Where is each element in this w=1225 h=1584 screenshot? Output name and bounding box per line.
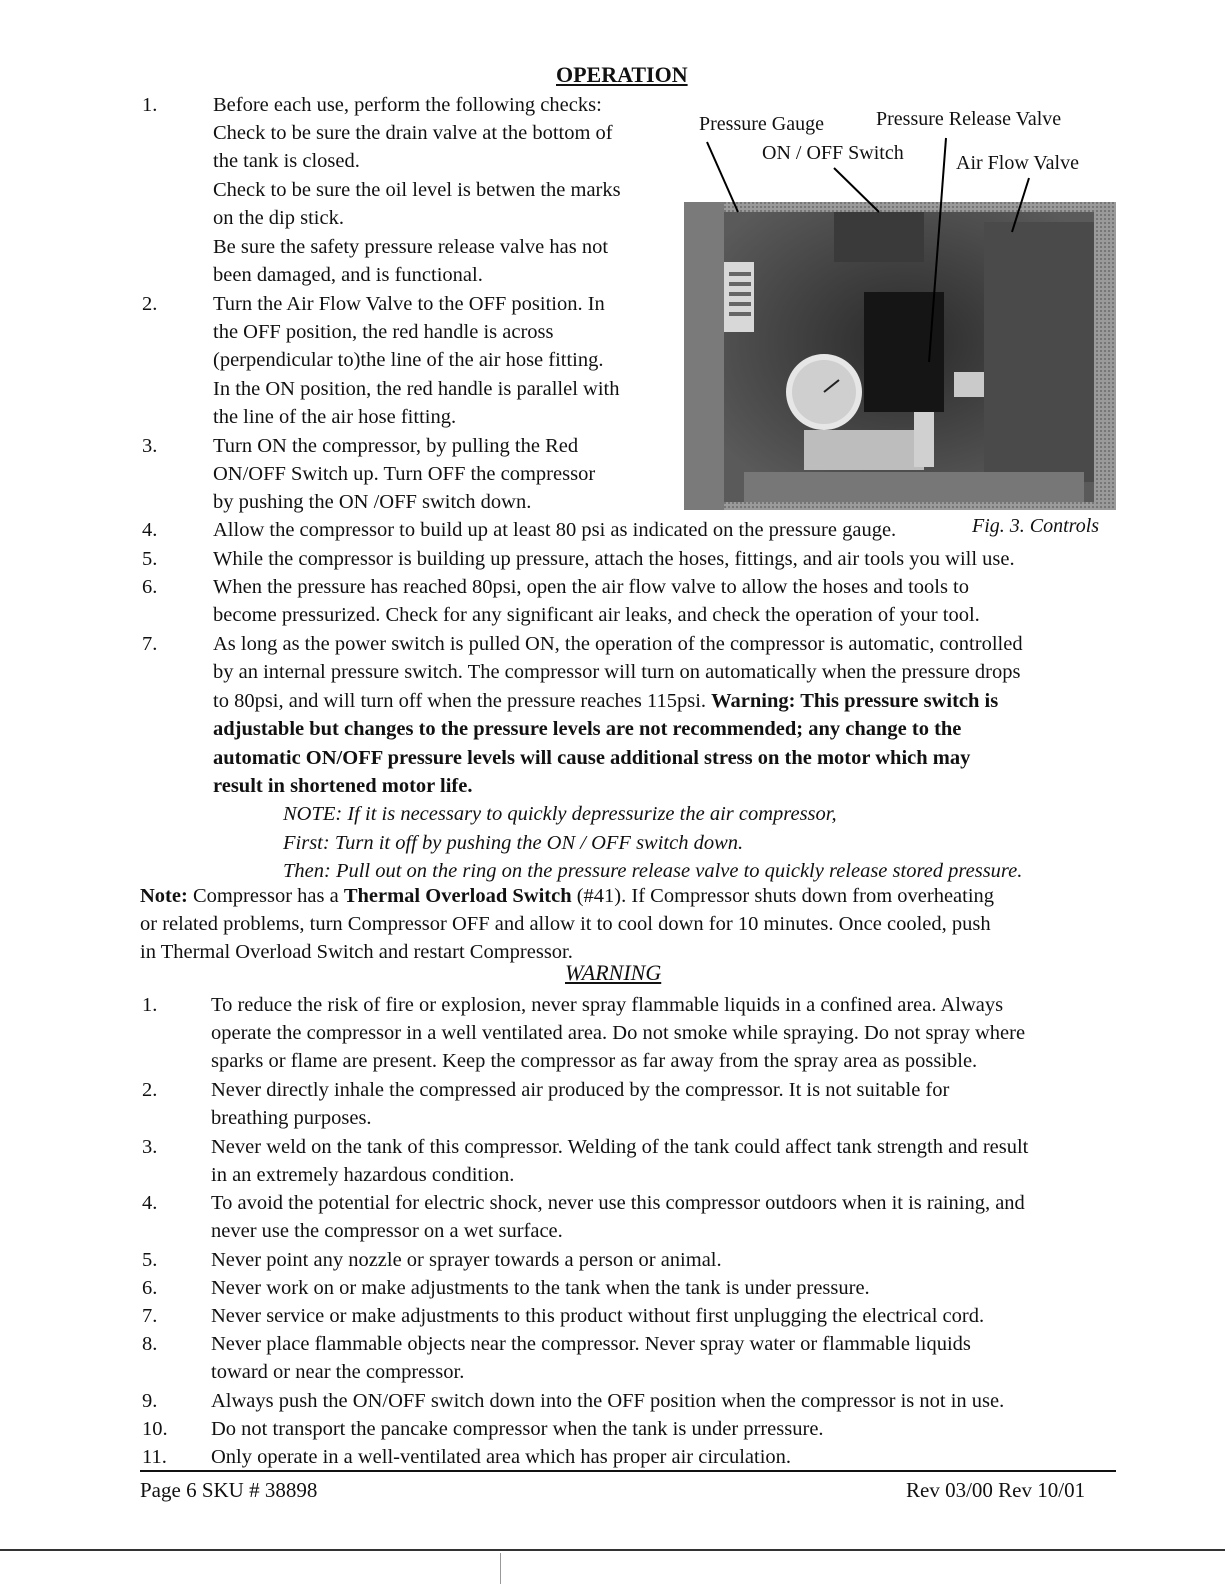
step-line: Allow the compressor to build up at least 80 psi as indicated on the pressure gauge. (213, 519, 897, 541)
note-text: (#41). If Compressor shuts down from overheating (571, 885, 995, 907)
step-line: Turn the Air Flow Valve to the OFF position. In (213, 293, 605, 315)
step-line: become pressurized. Check for any significant air leaks, and check the operation of your tool. (213, 604, 980, 626)
warning-item-line: Do not transport the pancake compressor when the tank is under prressure. (211, 1418, 824, 1440)
warning-line: result in shortened motor life. (213, 775, 473, 797)
warning-number: 9. (142, 1390, 158, 1412)
warning-number: 1. (142, 994, 158, 1016)
warning-item-line: Never work on or make adjustments to the tank when the tank is under pressure. (211, 1277, 870, 1299)
thermal-switch-term: Thermal Overload Switch (343, 885, 572, 907)
label-air-flow-valve: Air Flow Valve (956, 152, 1079, 174)
depressurize-note: First: Turn it off by pushing the ON / OFF switch down. (283, 832, 744, 854)
thermal-note-line (140, 882, 994, 910)
depressurize-note: NOTE: If it is necessary to quickly depressurize the air compressor, (283, 803, 837, 825)
step-line: by an internal pressure switch. The compressor will turn on automatically when the pressure drops (213, 661, 1021, 683)
footer-page-sku: Page 6 SKU # 38898 (140, 1478, 318, 1502)
step-line: the OFF position, the red handle is across (213, 321, 554, 343)
step-number: 2. (142, 293, 158, 315)
warning-item-line: never use the compressor on a wet surface. (211, 1220, 563, 1242)
warning-item-line: Never directly inhale the compressed air produced by the compressor. It is not suitable for (211, 1079, 950, 1101)
figure-caption: Fig. 3. Controls (972, 515, 1100, 537)
step-line: Be sure the safety pressure release valve has not (213, 236, 609, 258)
step-line: In the ON position, the red handle is parallel with (213, 378, 620, 400)
warning-number: 4. (142, 1192, 158, 1214)
warning-line: automatic ON/OFF pressure levels will cause additional stress on the motor which may (213, 747, 971, 769)
warning-number: 8. (142, 1333, 158, 1355)
step-line: Before each use, perform the following checks: (213, 94, 602, 116)
warning-item-line: Always push the ON/OFF switch down into the OFF position when the compressor is not in use. (211, 1390, 1005, 1412)
step-line: the line of the air hose fitting. (213, 406, 457, 428)
warning-item-line: Never place flammable objects near the compressor. Never spray water or flammable liquids (211, 1333, 971, 1355)
warning-item-line: Never weld on the tank of this compressor. Welding of the tank could affect tank strength and result (211, 1136, 1029, 1158)
warning-item-line: Only operate in a well-ventilated area which has proper air circulation. (211, 1446, 792, 1468)
label-on-off-switch: ON / OFF Switch (762, 142, 904, 164)
warning-number: 2. (142, 1079, 158, 1101)
warning-item-line: Never service or make adjustments to this product without first unplugging the electrical cord. (211, 1305, 985, 1327)
footer-revision: Rev 03/00 Rev 10/01 (906, 1478, 1086, 1502)
warning-number: 7. (142, 1305, 158, 1327)
step-line (213, 687, 998, 715)
warning-number: 5. (142, 1249, 158, 1271)
label-pressure-release-valve: Pressure Release Valve (876, 108, 1062, 130)
step-line: Check to be sure the drain valve at the bottom of (213, 122, 613, 144)
warning-item-line: To avoid the potential for electric shock, never use this compressor outdoors when it is raining, and (211, 1192, 1025, 1214)
warning-number: 10. (142, 1418, 168, 1440)
step-number: 4. (142, 519, 158, 541)
step-number: 5. (142, 548, 158, 570)
warning-item-line: To reduce the risk of fire or explosion, never spray flammable liquids in a confined area. Always (211, 994, 1004, 1016)
depressurize-note: Then: Pull out on the ring on the pressure release valve to quickly release stored pressure. (283, 860, 1023, 882)
warning-line: adjustable but changes to the pressure levels are not recommended; any change to the (213, 718, 962, 740)
warning-item-line: breathing purposes. (211, 1107, 372, 1129)
warning-heading: WARNING (565, 960, 662, 985)
step-line-text: to 80psi, and will turn off when the pressure reaches 115psi. (213, 690, 712, 712)
step-line: on the dip stick. (213, 207, 344, 229)
warning-item-line: in an extremely hazardous condition. (211, 1164, 515, 1186)
label-pressure-gauge: Pressure Gauge (699, 113, 824, 135)
step-number: 7. (142, 633, 158, 655)
warning-item-line: Never point any nozzle or sprayer towards a person or animal. (211, 1249, 722, 1271)
step-line: While the compressor is building up pressure, attach the hoses, fittings, and air tools you will use. (213, 548, 1015, 570)
warning-number: 3. (142, 1136, 158, 1158)
step-line: by pushing the ON /OFF switch down. (213, 491, 532, 513)
step-number: 1. (142, 94, 158, 116)
step-line: Check to be sure the oil level is betwen the marks (213, 179, 621, 201)
operation-heading: OPERATION (556, 62, 688, 87)
warning-lead: Warning: This pressure switch is (711, 690, 999, 712)
warning-number: 6. (142, 1277, 158, 1299)
warning-item-line: operate the compressor in a well ventilated area. Do not smoke while spraying. Do not spray where (211, 1022, 1026, 1044)
step-line: ON/OFF Switch up. Turn OFF the compressor (213, 463, 596, 485)
note-text: Compressor has a (187, 885, 344, 907)
page-edge-rule (0, 1549, 1225, 1551)
warning-number: 11. (142, 1446, 167, 1468)
warning-item-line: toward or near the compressor. (211, 1361, 465, 1383)
page-edge-tick (500, 1553, 501, 1584)
note-label: Note: (140, 885, 188, 907)
step-number: 6. (142, 576, 158, 598)
step-line: the tank is closed. (213, 150, 360, 172)
step-number: 3. (142, 435, 158, 457)
step-line: Turn ON the compressor, by pulling the Red (213, 435, 579, 457)
step-line: (perpendicular to)the line of the air hose fitting. (213, 349, 604, 371)
thermal-note-line: in Thermal Overload Switch and restart Compressor. (140, 941, 573, 963)
step-line: When the pressure has reached 80psi, open the air flow valve to allow the hoses and tools to (213, 576, 970, 598)
step-line: been damaged, and is functional. (213, 264, 483, 286)
footer-divider (140, 1470, 1116, 1472)
warning-item-line: sparks or flame are present. Keep the compressor as far away from the spray area as possible. (211, 1050, 978, 1072)
thermal-note-line: or related problems, turn Compressor OFF and allow it to cool down for 10 minutes. Once cooled, push (140, 913, 991, 935)
step-line: As long as the power switch is pulled ON, the operation of the compressor is automatic, controlled (213, 633, 1023, 655)
